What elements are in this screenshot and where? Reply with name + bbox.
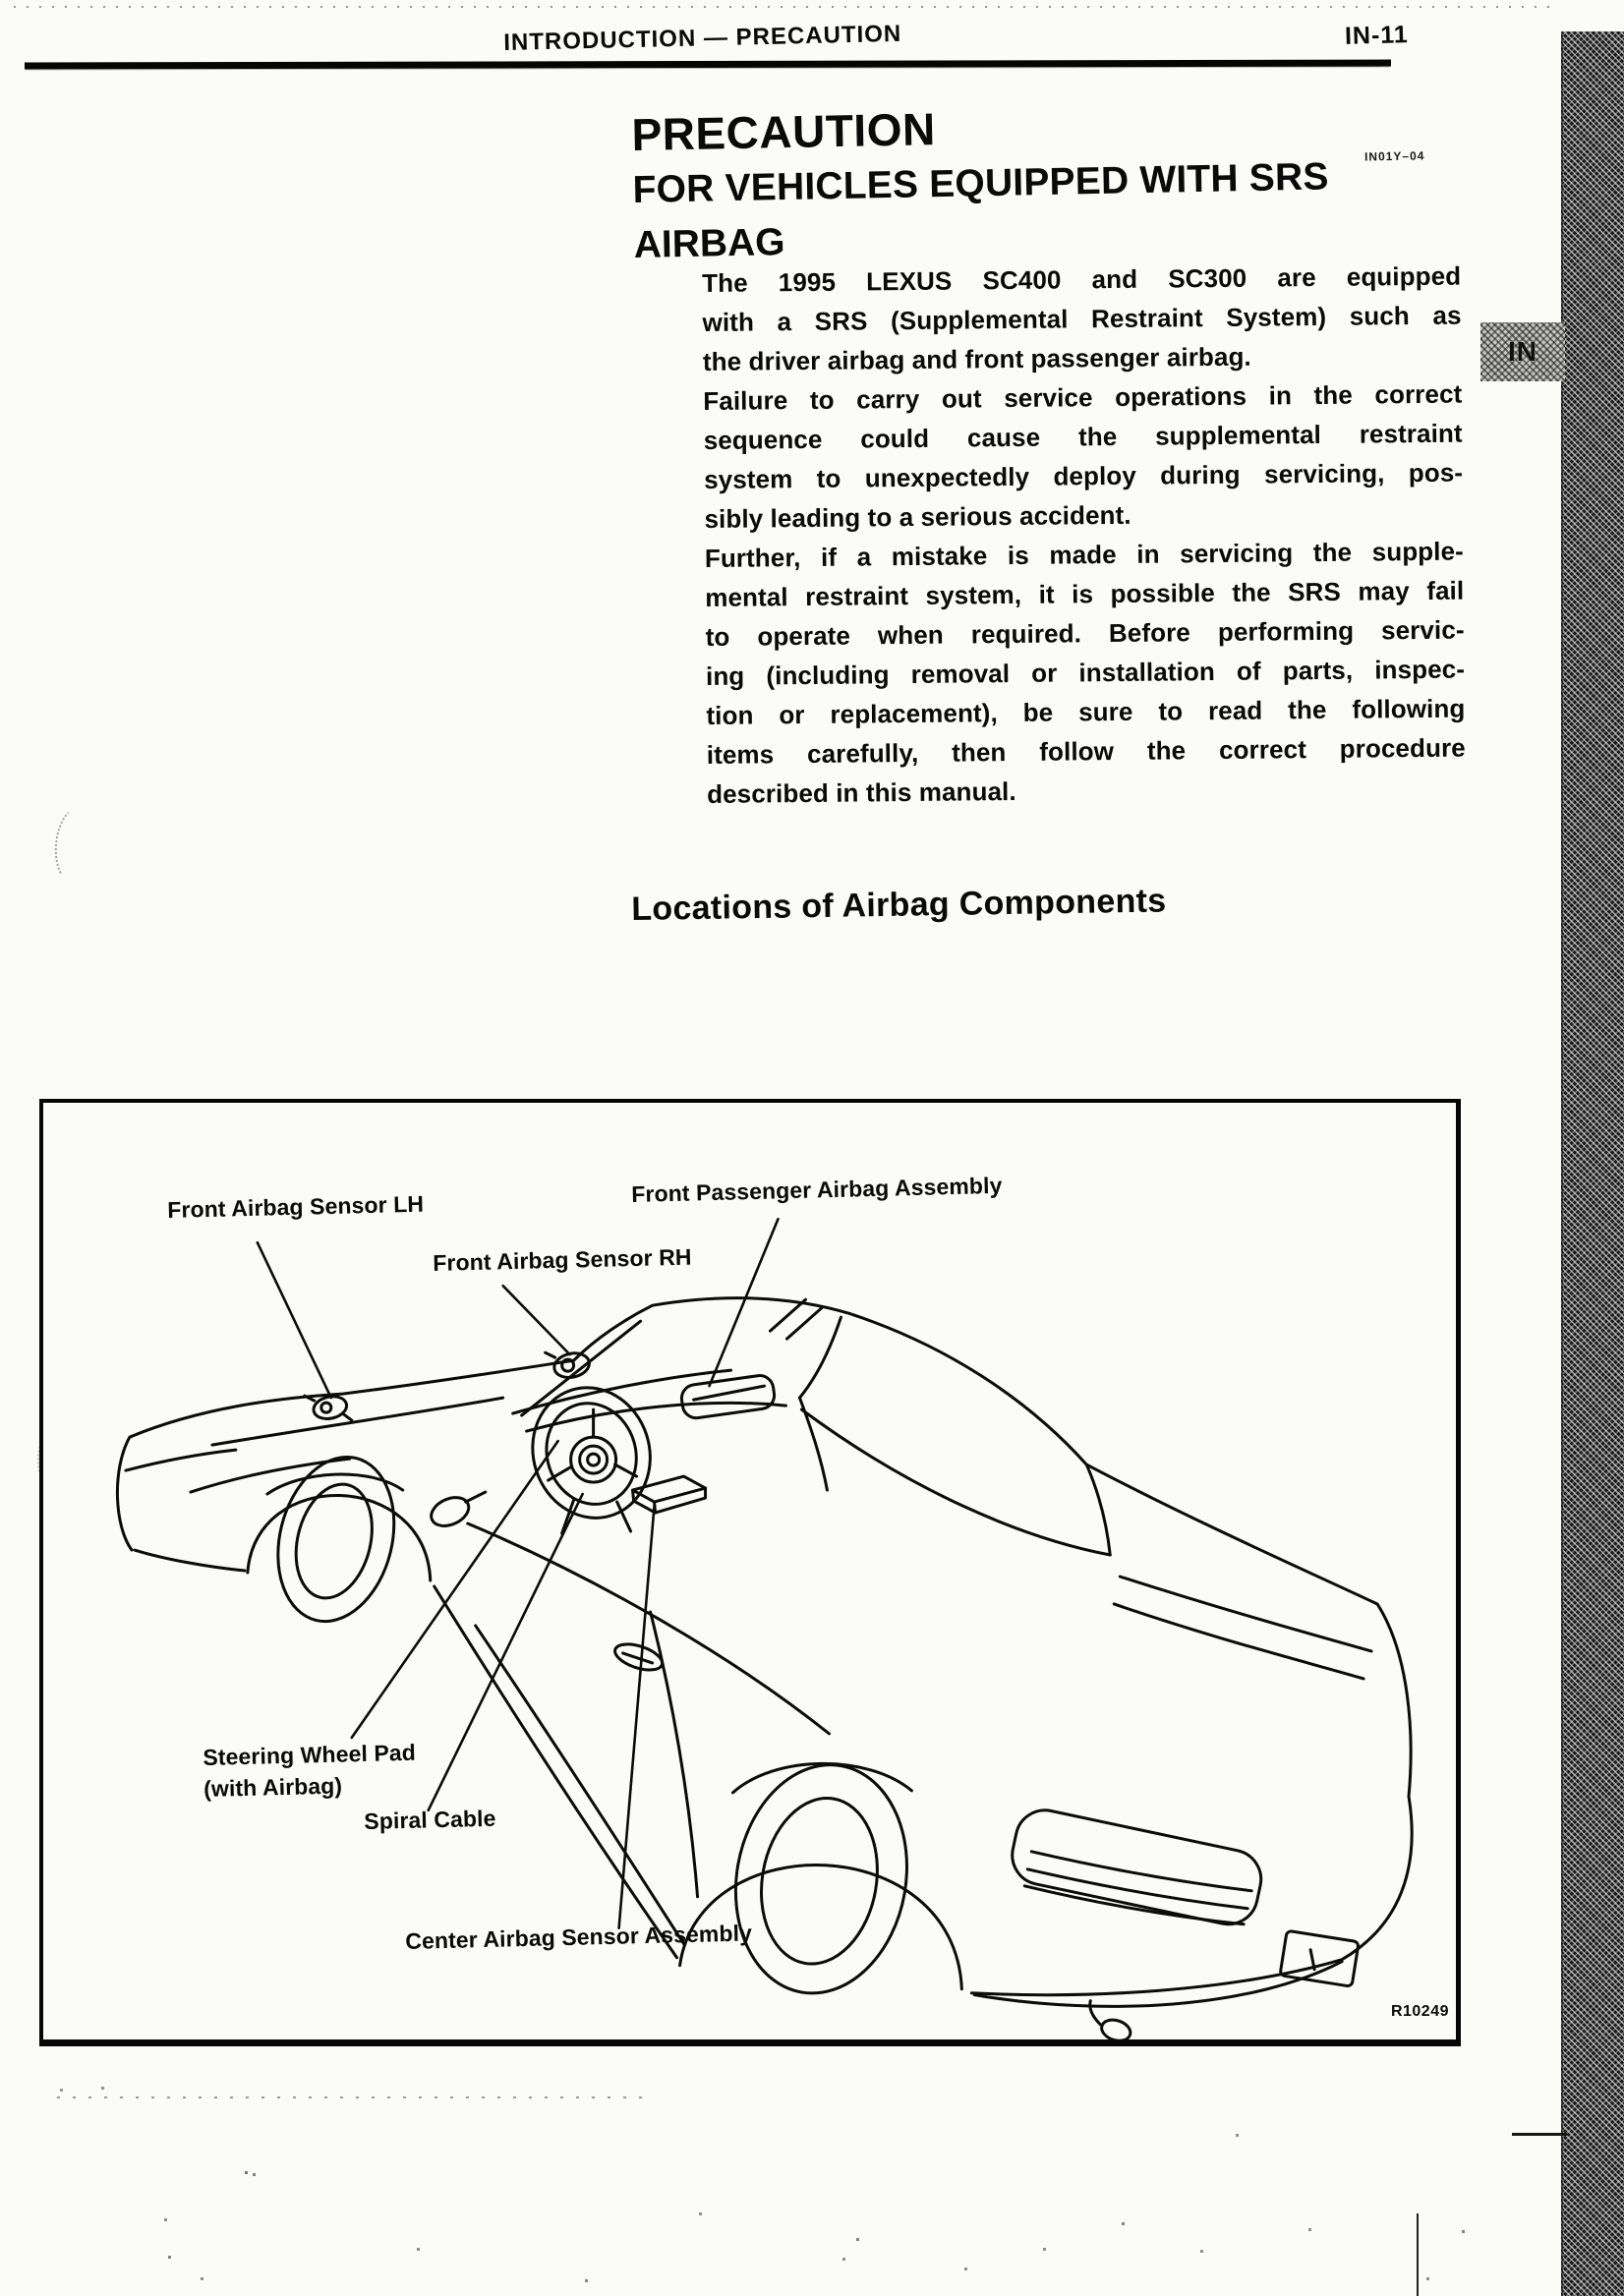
section-tab-in: IN xyxy=(1480,322,1565,381)
label-front-airbag-sensor-lh: Front Airbag Sensor LH xyxy=(167,1190,425,1223)
label-steering-wheel-pad-line2: (with Airbag) xyxy=(203,1772,343,1802)
body-line: sequence could cause the supplemental restraint xyxy=(703,418,1463,455)
leader-front-airbag-sensor-lh xyxy=(258,1242,331,1398)
label-center-airbag-sensor-assembly: Center Airbag Sensor Assembly xyxy=(405,1920,753,1954)
body-line: The 1995 LEXUS SC400 and SC300 are equipped xyxy=(702,260,1462,298)
body-line: described in this manual. xyxy=(707,775,1016,809)
reference-code: IN01Y–04 xyxy=(1363,148,1425,164)
title-line-3: AIRBAG xyxy=(633,221,785,266)
body-line: items carefully, then follow the correct procedure xyxy=(706,732,1466,770)
label-front-passenger-airbag-assembly: Front Passenger Airbag Assembly xyxy=(631,1172,1003,1207)
scan-noise-line-top xyxy=(14,6,1557,8)
car-line-drawing xyxy=(43,1103,1456,2039)
body-line: Further, if a mistake is made in servicing the supple- xyxy=(704,536,1464,573)
body-line: system to unexpectedly deploy during servicing, pos- xyxy=(703,457,1464,494)
body-text xyxy=(702,257,1466,814)
airbag-components-figure xyxy=(39,1099,1461,2046)
label-steering-wheel-pad-line1: Steering Wheel Pad xyxy=(203,1739,417,1770)
scan-speckles xyxy=(0,0,1,1)
leader-front-airbag-sensor-rh xyxy=(503,1286,570,1354)
title-line-1: PRECAUTION xyxy=(631,103,937,160)
scan-tick-mark xyxy=(1512,2133,1567,2136)
body-line: the driver airbag and front passenger airbag. xyxy=(702,341,1251,376)
figure-heading: Locations of Airbag Components xyxy=(631,882,1167,928)
header-section-title: INTRODUCTION — PRECAUTION xyxy=(503,20,902,56)
scan-noise-line-bottom xyxy=(57,2096,651,2098)
body-line: Failure to carry out service operations in the correct xyxy=(703,378,1463,416)
label-spiral-cable: Spiral Cable xyxy=(364,1805,496,1834)
title-line-2: FOR VEHICLES EQUIPPED WITH SRS xyxy=(632,155,1330,211)
body-line: to operate when required. Before performing servic- xyxy=(705,614,1465,652)
binding-edge-strip xyxy=(1561,31,1624,2296)
label-front-airbag-sensor-rh: Front Airbag Sensor RH xyxy=(433,1243,692,1276)
section-title-block xyxy=(631,91,1381,273)
body-line: ing (including removal or installation of parts, inspec- xyxy=(705,654,1466,691)
figure-code: R10249 xyxy=(1390,2003,1449,2020)
body-line: with a SRS (Supplemental Restraint System) such as xyxy=(702,300,1462,337)
label-steering-wheel-pad xyxy=(203,1737,417,1805)
body-line: mental restraint system, it is possible the SRS may fail xyxy=(705,575,1465,612)
body-line: tion or replacement), be sure to read the following xyxy=(706,693,1466,730)
page-number: IN-11 xyxy=(1344,21,1410,50)
leader-steering-wheel-pad xyxy=(352,1441,558,1738)
header-rule xyxy=(25,60,1391,70)
leader-center-airbag-sensor xyxy=(619,1506,655,1928)
scan-vertical-line xyxy=(1417,2213,1419,2296)
body-line: sibly leading to a serious accident. xyxy=(704,499,1131,534)
leader-front-passenger-airbag xyxy=(710,1219,779,1386)
scan-smudge xyxy=(51,802,109,890)
